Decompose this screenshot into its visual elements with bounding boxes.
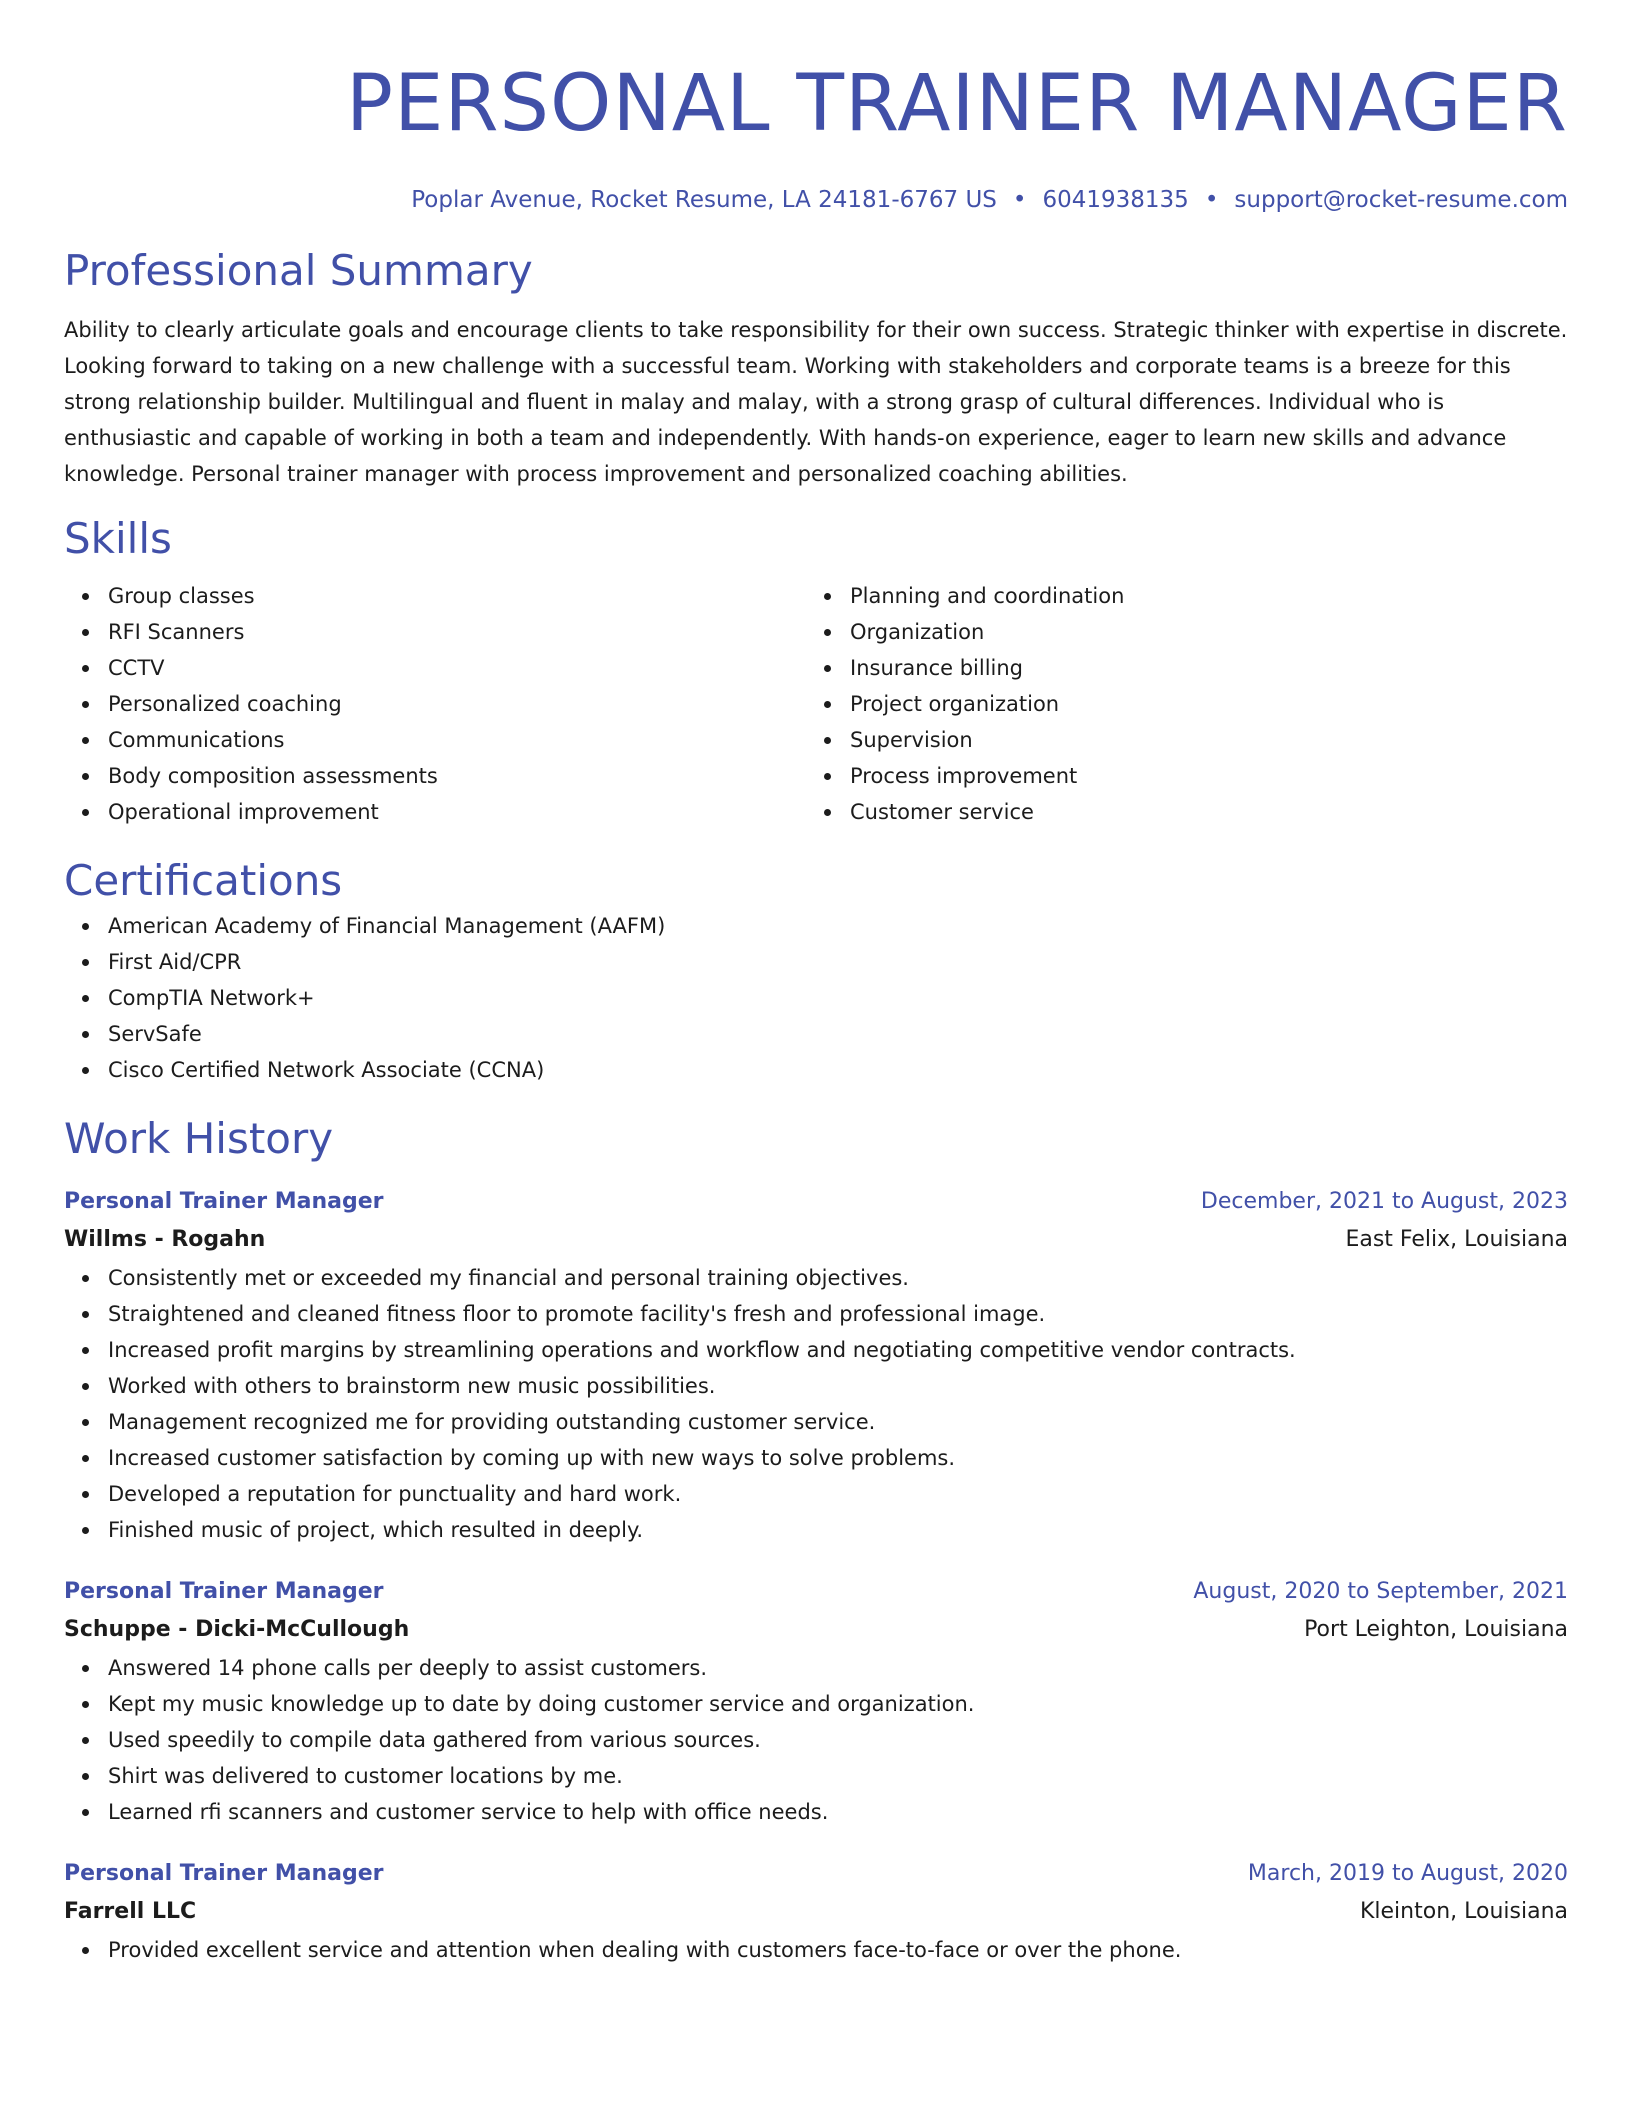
certification-item: CompTIA Network+ xyxy=(108,980,1568,1016)
job-dates: December, 2021 to August, 2023 xyxy=(1200,1189,1568,1214)
skill-item: Personalized coaching xyxy=(108,686,806,722)
skill-item: RFI Scanners xyxy=(108,614,806,650)
contact-address: Poplar Avenue, Rocket Resume, LA 24181-6767 US xyxy=(411,187,997,213)
job-location: Kleinton, Louisiana xyxy=(1359,1899,1568,1924)
work-history-heading: Work History xyxy=(64,1114,334,1163)
job-header-row xyxy=(64,1574,1568,1610)
job-bullet: Finished music of project, which resulted in deeply. xyxy=(108,1512,1568,1548)
job-bullet-list xyxy=(64,1260,1568,1548)
job-bullet: Used speedily to compile data gathered from various sources. xyxy=(108,1722,1568,1758)
job-title: Personal Trainer Manager xyxy=(64,1861,384,1886)
job-bullet: Consistently met or exceeded my financial and personal training objectives. xyxy=(108,1260,1568,1296)
job-title: Personal Trainer Manager xyxy=(64,1189,384,1214)
job-company: Farrell LLC xyxy=(64,1899,197,1924)
skill-item: Communications xyxy=(108,722,806,758)
job-bullet: Increased customer satisfaction by coming up with new ways to solve problems. xyxy=(108,1440,1568,1476)
skills-column-right xyxy=(806,578,1548,830)
job-entry xyxy=(64,1574,1568,1830)
job-bullet: Provided excellent service and attention when dealing with customers face-to-face or over the phone. xyxy=(108,1932,1568,1968)
skill-item: Planning and coordination xyxy=(850,578,1548,614)
job-title: Personal Trainer Manager xyxy=(64,1579,384,1604)
skill-item: Supervision xyxy=(850,722,1548,758)
job-company-row xyxy=(64,1610,1568,1650)
skills-column-left xyxy=(64,578,806,830)
contact-separator: • xyxy=(1204,187,1219,213)
skills-grid xyxy=(64,578,1568,830)
skill-item: Project organization xyxy=(850,686,1548,722)
skill-item: Insurance billing xyxy=(850,650,1548,686)
summary-text: Ability to clearly articulate goals and encourage clients to take responsibility for their own success. Strategic thinker with expertise in discrete. Looking forward to taking on a new challenge with a successful team. Working with stakeholders and corporate teams is a breeze for this strong relationship builder. Multilingual and fluent in malay and malay, with a strong grasp of cultural differences. Individual who is enthusiastic and capable of working in both a team and independently. With hands-on experience, eager to learn new skills and advance knowledge. Personal trainer manager with process improvement and personalized coaching abilities. xyxy=(64,318,1568,486)
contact-line xyxy=(64,184,1568,216)
skills-heading: Skills xyxy=(64,514,172,563)
job-bullet: Kept my music knowledge up to date by doing customer service and organization. xyxy=(108,1686,1568,1722)
skill-item: Customer service xyxy=(850,794,1548,830)
job-dates: March, 2019 to August, 2020 xyxy=(1247,1861,1568,1886)
skill-item: Process improvement xyxy=(850,758,1548,794)
certification-item: First Aid/CPR xyxy=(108,944,1568,980)
certifications-list xyxy=(64,908,1568,1088)
job-bullet: Learned rfi scanners and customer service to help with office needs. xyxy=(108,1794,1568,1830)
skills-list-left xyxy=(64,578,806,830)
contact-separator: • xyxy=(1012,187,1027,213)
job-location: Port Leighton, Louisiana xyxy=(1304,1617,1568,1642)
job-bullet: Shirt was delivered to customer locations by me. xyxy=(108,1758,1568,1794)
job-dates: August, 2020 to September, 2021 xyxy=(1193,1579,1568,1604)
job-entry xyxy=(64,1856,1568,1968)
job-bullet: Worked with others to brainstorm new music possibilities. xyxy=(108,1368,1568,1404)
job-company: Willms - Rogahn xyxy=(64,1227,266,1252)
contact-phone: 6041938135 xyxy=(1042,187,1189,213)
skill-item: Operational improvement xyxy=(108,794,806,830)
summary-heading: Professional Summary xyxy=(64,246,533,295)
certification-item: American Academy of Financial Management (AAFM) xyxy=(108,908,1568,944)
skills-list-right xyxy=(806,578,1548,830)
job-bullet-list xyxy=(64,1932,1568,1968)
job-bullet: Developed a reputation for punctuality and hard work. xyxy=(108,1476,1568,1512)
job-entry xyxy=(64,1184,1568,1548)
contact-email: support@rocket-resume.com xyxy=(1234,187,1568,213)
skill-item: Organization xyxy=(850,614,1548,650)
job-company: Schuppe - Dicki-McCullough xyxy=(64,1617,410,1642)
skill-item: Body composition assessments xyxy=(108,758,806,794)
job-bullet: Straightened and cleaned fitness floor to promote facility's fresh and professional image. xyxy=(108,1296,1568,1332)
job-header-row xyxy=(64,1856,1568,1892)
job-bullet: Increased profit margins by streamlining operations and workflow and negotiating competitive vendor contracts. xyxy=(108,1332,1568,1368)
job-bullet-list xyxy=(64,1650,1568,1830)
job-header-row xyxy=(64,1184,1568,1220)
skill-item: Group classes xyxy=(108,578,806,614)
job-company-row xyxy=(64,1220,1568,1260)
job-bullet: Management recognized me for providing outstanding customer service. xyxy=(108,1404,1568,1440)
job-company-row xyxy=(64,1892,1568,1932)
job-location: East Felix, Louisiana xyxy=(1345,1227,1568,1252)
certification-item: Cisco Certified Network Associate (CCNA) xyxy=(108,1052,1568,1088)
resume-title: PERSONAL TRAINER MANAGER xyxy=(346,59,1568,149)
certification-item: ServSafe xyxy=(108,1016,1568,1052)
certifications-heading: Certifications xyxy=(64,856,343,905)
skill-item: CCTV xyxy=(108,650,806,686)
job-bullet: Answered 14 phone calls per deeply to assist customers. xyxy=(108,1650,1568,1686)
